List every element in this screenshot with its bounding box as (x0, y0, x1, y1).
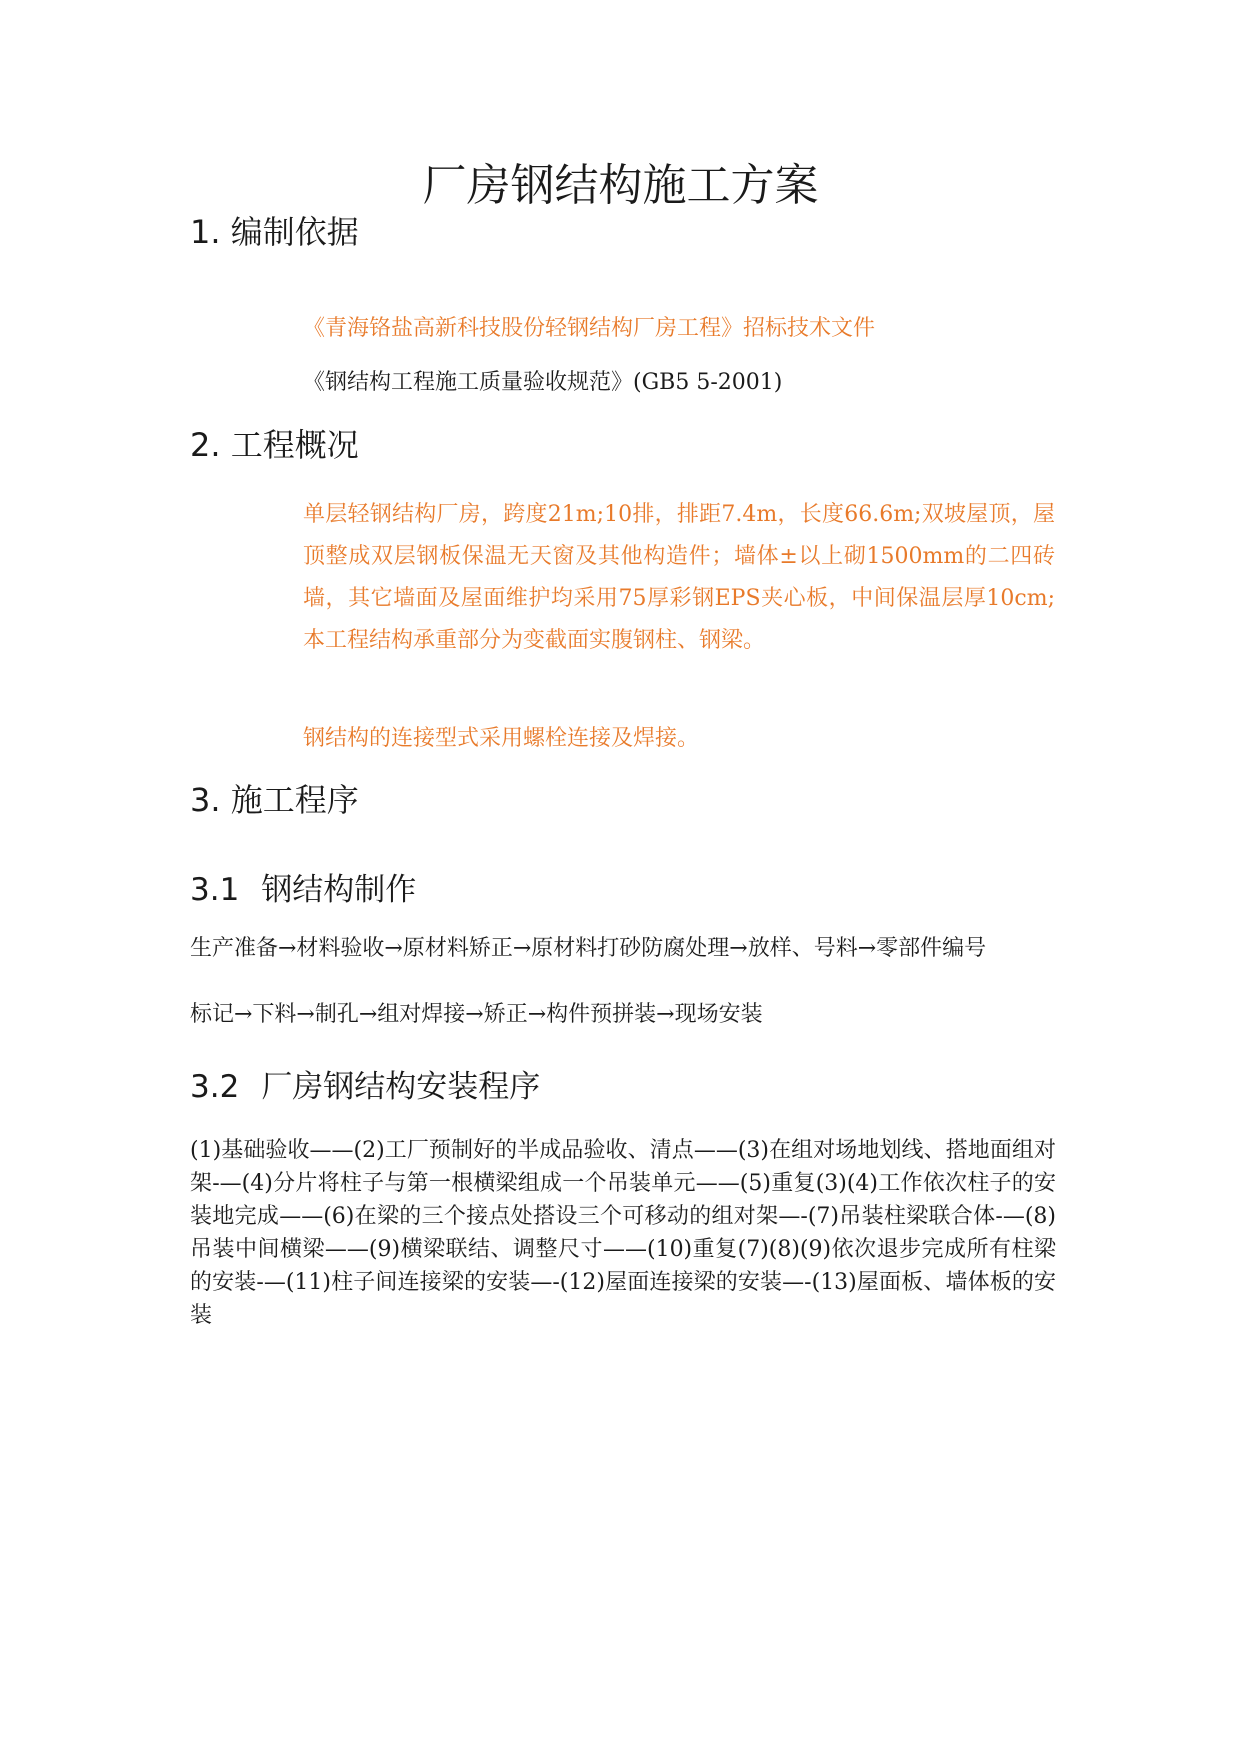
section-2-heading: 2. 工程概况 (190, 426, 359, 464)
section-3-1-heading (190, 870, 416, 910)
section-3-2-number: 3.2 (190, 1069, 240, 1105)
reference-tender-document: 《青海铬盐高新科技股份轻钢结构厂房工程》招标技术文件 (303, 316, 876, 341)
section-3-1-number: 3.1 (190, 872, 240, 908)
fabrication-flow-line-1: 生产准备→材料验收→原材料矫正→原材料打砂防腐处理→放样、号料→零部件编号 (190, 936, 987, 961)
connection-type-paragraph: 钢结构的连接型式采用螺栓连接及焊接。 (303, 726, 700, 751)
section-3-1-title: 钢结构制作 (261, 872, 417, 908)
reference-acceptance-code: 《钢结构工程施工质量验收规范》(GB5 5-2001) (303, 370, 783, 395)
section-1-heading: 1. 编制依据 (190, 213, 359, 251)
project-overview-paragraph: 单层轻钢结构厂房，跨度21m;10排，排距7.4m，长度66.6m;双坡屋顶，屋顶整成双层钢板保温无天窗及其他构造件；墙体±以上砌1500mm的二四砖墙，其它墙面及屋面维护均采用75厚彩钢EPS夹心板，中间保温层厚10cm;本工程结构承重部分为变截面实腹钢柱、钢梁。 (303, 502, 1055, 653)
section-3-heading: 3. 施工程序 (190, 781, 359, 819)
document-title: 厂房钢结构施工方案 (422, 160, 819, 211)
fabrication-flow-line-2: 标记→下料→制孔→组对焊接→矫正→构件预拼装→现场安装 (190, 1002, 763, 1027)
section-3-2-title: 厂房钢结构安装程序 (261, 1069, 541, 1105)
section-3-2-heading (190, 1067, 540, 1107)
installation-procedure-paragraph: (1)基础验收——(2)工厂预制好的半成品验收、清点——(3)在组对场地划线、搭地面组对架-—(4)分片将柱子与第一根横梁组成一个吊装单元——(5)重复(3)(4)工作依次柱子的安装地完成——(6)在梁的三个接点处搭设三个可移动的组对架—-(7)吊装柱梁联合体-—(8)吊装中间横梁——(9)横梁联结、调整尺寸——(10)重复(7)(8)(9)依次退步完成所有柱梁的安装-—(11)柱子间连接梁的安装—-(12)屋面连接梁的安装—-(13)屋面板、墙体板的安装 (190, 1138, 1056, 1328)
